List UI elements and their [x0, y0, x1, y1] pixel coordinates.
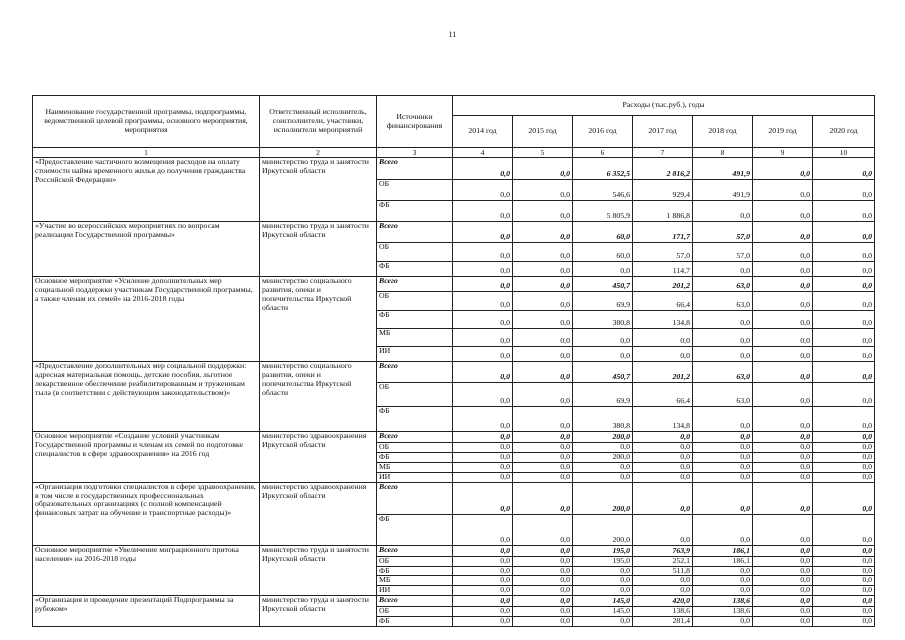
expense-value: 0,0 — [573, 262, 633, 277]
expense-value: 0,0 — [513, 158, 573, 180]
expense-value: 0,0 — [513, 566, 573, 576]
expense-value: 0,0 — [633, 482, 693, 514]
expense-value: 0,0 — [813, 607, 875, 617]
expense-value: 0,0 — [513, 362, 573, 383]
expense-value: 0,0 — [513, 180, 573, 201]
page-number: 11 — [448, 30, 457, 39]
expense-value: 0,0 — [633, 329, 693, 347]
expense-value: 450,7 — [573, 362, 633, 383]
expense-value: 0,0 — [453, 576, 513, 586]
expense-value: 0,0 — [693, 586, 753, 596]
expense-value: 5 805,9 — [573, 201, 633, 222]
expense-value: 0,0 — [753, 462, 813, 472]
expense-value: 0,0 — [513, 576, 573, 586]
expense-value: 0,0 — [813, 292, 875, 311]
expense-value: 252,1 — [633, 556, 693, 566]
expense-value: 0,0 — [813, 556, 875, 566]
expense-value: 0,0 — [513, 222, 573, 243]
expense-value: 0,0 — [633, 576, 693, 586]
expense-value: 0,0 — [693, 576, 753, 586]
column-number: 1 — [33, 148, 260, 158]
funding-source: ФБ — [377, 566, 453, 576]
expense-value: 0,0 — [513, 545, 573, 556]
expense-value: 0,0 — [513, 347, 573, 362]
expense-value: 0,0 — [693, 566, 753, 576]
activity-executor: министерство социального развития, опеки и попечительства Иркутской области — [260, 277, 377, 362]
expense-value: 380,8 — [573, 407, 633, 432]
expense-value: 0,0 — [573, 443, 633, 453]
expense-value: 0,0 — [633, 452, 693, 462]
expense-value: 0,0 — [813, 545, 875, 556]
expense-value: 0,0 — [813, 452, 875, 462]
expense-value: 0,0 — [753, 514, 813, 545]
activity-name: «Организация подготовки специалистов в сфере здравоохранения, в том числе в государственных профессиональных образовательных организациях (с полной компенсацией финансовых затрат на обучение и транспортные расходы)» — [33, 482, 260, 545]
funding-source: Всего — [377, 222, 453, 243]
expense-value: 0,0 — [753, 158, 813, 180]
expense-value: 0,0 — [453, 514, 513, 545]
expense-value: 66,4 — [633, 292, 693, 311]
expense-value: 0,0 — [573, 462, 633, 472]
expense-value: 0,0 — [453, 292, 513, 311]
expense-value: 0,0 — [753, 222, 813, 243]
expense-value: 0,0 — [753, 566, 813, 576]
budget-table — [32, 95, 875, 627]
expense-value: 0,0 — [513, 311, 573, 329]
activity-name: Основное мероприятие «Создание условий участникам Государственной программы и членам их семей по подготовке специалистов в сфере здравоохранения» на 2016 год — [33, 432, 260, 483]
expense-value: 0,0 — [693, 452, 753, 462]
expense-value: 0,0 — [753, 292, 813, 311]
expense-value: 0,0 — [813, 407, 875, 432]
funding-source: Всего — [377, 362, 453, 383]
expense-value: 0,0 — [453, 329, 513, 347]
funding-source: МБ — [377, 329, 453, 347]
expense-value: 138,6 — [633, 607, 693, 617]
funding-source: ФБ — [377, 262, 453, 277]
column-number: 2 — [260, 148, 377, 158]
expense-value: 0,0 — [753, 607, 813, 617]
expense-value: 0,0 — [453, 472, 513, 482]
expense-value: 491,9 — [693, 158, 753, 180]
expense-value: 0,0 — [753, 243, 813, 262]
expense-value: 0,0 — [813, 514, 875, 545]
expense-value: 0,0 — [753, 472, 813, 482]
expense-value: 0,0 — [453, 158, 513, 180]
expense-value: 0,0 — [693, 407, 753, 432]
column-number: 7 — [633, 148, 693, 158]
table-row — [33, 596, 875, 607]
expense-value: 0,0 — [513, 617, 573, 627]
expense-value: 0,0 — [693, 347, 753, 362]
expense-value: 0,0 — [453, 586, 513, 596]
header-year-2: 2016 год — [573, 116, 633, 148]
expense-value: 0,0 — [753, 482, 813, 514]
expense-value: 281,4 — [633, 617, 693, 627]
table-row — [33, 277, 875, 292]
expense-value: 0,0 — [573, 586, 633, 596]
expense-value: 0,0 — [813, 277, 875, 292]
expense-value: 0,0 — [813, 158, 875, 180]
expense-value: 1 886,8 — [633, 201, 693, 222]
funding-source: ОБ — [377, 607, 453, 617]
expense-value: 450,7 — [573, 277, 633, 292]
expense-value: 138,6 — [693, 596, 753, 607]
table-row — [33, 158, 875, 180]
funding-source: Всего — [377, 432, 453, 443]
expense-value: 186,1 — [693, 556, 753, 566]
header-year-0: 2014 год — [453, 116, 513, 148]
activity-executor: министерство социального развития, опеки и попечительства Иркутской области — [260, 362, 377, 432]
expense-value: 0,0 — [453, 347, 513, 362]
expense-value: 0,0 — [693, 329, 753, 347]
expense-value: 0,0 — [753, 407, 813, 432]
expense-value: 0,0 — [453, 432, 513, 443]
expense-value: 0,0 — [633, 432, 693, 443]
column-number: 10 — [813, 148, 875, 158]
funding-source: Всего — [377, 277, 453, 292]
expense-value: 0,0 — [753, 180, 813, 201]
expense-value: 0,0 — [753, 329, 813, 347]
expense-value: 0,0 — [753, 201, 813, 222]
expense-value: 420,0 — [633, 596, 693, 607]
expense-value: 0,0 — [453, 383, 513, 407]
expense-value: 0,0 — [753, 347, 813, 362]
expense-value: 0,0 — [813, 596, 875, 607]
expense-value: 6 352,5 — [573, 158, 633, 180]
expense-value: 0,0 — [453, 566, 513, 576]
funding-source: ИИ — [377, 472, 453, 482]
activity-name: «Предоставление дополнительных мер социальной поддержки: адресная материальная помощь, детские пособия, льготное лекарственное обеспечение реабилитированным и труженикам тыла (в соответствии с действующим законодательством)» — [33, 362, 260, 432]
expense-value: 0,0 — [813, 443, 875, 453]
expense-value: 0,0 — [453, 452, 513, 462]
expense-value: 0,0 — [813, 482, 875, 514]
expense-value: 0,0 — [753, 311, 813, 329]
funding-source: ОБ — [377, 292, 453, 311]
header-year-4: 2018 год — [693, 116, 753, 148]
funding-source: ИИ — [377, 586, 453, 596]
expense-value: 0,0 — [693, 482, 753, 514]
expense-value: 134,8 — [633, 407, 693, 432]
expense-value: 200,0 — [573, 514, 633, 545]
expense-value: 0,0 — [753, 576, 813, 586]
expense-value: 0,0 — [513, 607, 573, 617]
expense-value: 0,0 — [453, 617, 513, 627]
table-row — [33, 432, 875, 443]
expense-value: 0,0 — [753, 586, 813, 596]
expense-value: 0,0 — [513, 514, 573, 545]
expense-value: 201,2 — [633, 362, 693, 383]
column-number: 3 — [377, 148, 453, 158]
funding-source: ФБ — [377, 201, 453, 222]
expense-value: 0,0 — [753, 452, 813, 462]
expense-value: 145,0 — [573, 596, 633, 607]
expense-value: 0,0 — [753, 556, 813, 566]
expense-value: 0,0 — [693, 262, 753, 277]
expense-value: 0,0 — [633, 472, 693, 482]
header-year-6: 2020 год — [813, 116, 875, 148]
funding-source: Всего — [377, 545, 453, 556]
expense-value: 0,0 — [693, 462, 753, 472]
expense-value: 63,0 — [693, 277, 753, 292]
expense-value: 0,0 — [813, 472, 875, 482]
expense-value: 114,7 — [633, 262, 693, 277]
funding-source: ОБ — [377, 180, 453, 201]
activity-executor: министерство труда и занятости Иркутской области — [260, 158, 377, 222]
expense-value: 511,8 — [633, 566, 693, 576]
expense-value: 0,0 — [753, 362, 813, 383]
expense-value: 0,0 — [513, 407, 573, 432]
expense-value: 60,0 — [573, 243, 633, 262]
expense-value: 0,0 — [753, 545, 813, 556]
expense-value: 0,0 — [633, 514, 693, 545]
expense-value: 0,0 — [453, 201, 513, 222]
expense-value: 0,0 — [813, 311, 875, 329]
expense-value: 195,0 — [573, 545, 633, 556]
expense-value: 0,0 — [813, 180, 875, 201]
funding-source: ФБ — [377, 452, 453, 462]
header-executor: Ответственный исполнитель, соисполнители, участники, исполнители мероприятий — [260, 96, 377, 148]
expense-value: 0,0 — [573, 329, 633, 347]
expense-value: 0,0 — [693, 311, 753, 329]
expense-value: 763,9 — [633, 545, 693, 556]
expense-value: 57,0 — [693, 243, 753, 262]
expense-value: 0,0 — [453, 607, 513, 617]
expense-value: 0,0 — [693, 201, 753, 222]
expense-value: 929,4 — [633, 180, 693, 201]
activity-executor: министерство здравоохранения Иркутской области — [260, 432, 377, 483]
funding-source: ФБ — [377, 311, 453, 329]
expense-value: 0,0 — [753, 443, 813, 453]
expense-value: 0,0 — [513, 472, 573, 482]
expense-value: 0,0 — [813, 576, 875, 586]
expense-value: 0,0 — [813, 586, 875, 596]
expense-value: 2 816,2 — [633, 158, 693, 180]
expense-value: 0,0 — [573, 566, 633, 576]
expense-value: 0,0 — [513, 277, 573, 292]
expense-value: 0,0 — [573, 347, 633, 362]
expense-value: 380,8 — [573, 311, 633, 329]
expense-value: 0,0 — [513, 462, 573, 472]
expense-value: 491,9 — [693, 180, 753, 201]
table-row — [33, 362, 875, 383]
expense-value: 60,0 — [573, 222, 633, 243]
expense-value: 0,0 — [813, 362, 875, 383]
expense-value: 63,0 — [693, 292, 753, 311]
column-number: 8 — [693, 148, 753, 158]
column-number: 6 — [573, 148, 633, 158]
expense-value: 0,0 — [693, 617, 753, 627]
header-source: Источники финансирования — [377, 96, 453, 148]
expense-value: 0,0 — [453, 180, 513, 201]
expense-value: 0,0 — [513, 556, 573, 566]
funding-source: ФБ — [377, 617, 453, 627]
expense-value: 201,2 — [633, 277, 693, 292]
expense-value: 0,0 — [753, 596, 813, 607]
expense-value: 0,0 — [453, 222, 513, 243]
expense-value: 0,0 — [513, 201, 573, 222]
activity-name: «Участие во всероссийских мероприятиях по вопросам реализации Государственной программы» — [33, 222, 260, 277]
expense-value: 0,0 — [813, 462, 875, 472]
expense-value: 0,0 — [753, 277, 813, 292]
funding-source: МБ — [377, 462, 453, 472]
activity-name: «Предоставление частичного возмещения расходов на оплату стоимости найма временного жилья до получения гражданства Российской Федерации» — [33, 158, 260, 222]
header-year-3: 2017 год — [633, 116, 693, 148]
expense-value: 0,0 — [813, 243, 875, 262]
expense-value: 0,0 — [753, 432, 813, 443]
expense-value: 69,9 — [573, 292, 633, 311]
funding-source: Всего — [377, 482, 453, 514]
expense-value: 195,0 — [573, 556, 633, 566]
expense-value: 0,0 — [693, 514, 753, 545]
table-row — [33, 545, 875, 556]
expense-value: 0,0 — [453, 362, 513, 383]
expense-value: 63,0 — [693, 362, 753, 383]
expense-value: 0,0 — [813, 566, 875, 576]
funding-source: ОБ — [377, 383, 453, 407]
expense-value: 0,0 — [453, 277, 513, 292]
funding-source: ОБ — [377, 556, 453, 566]
column-number: 5 — [513, 148, 573, 158]
header-expenses: Расходы (тыс.руб.), годы — [453, 96, 875, 116]
header-year-5: 2019 год — [753, 116, 813, 148]
expense-value: 66,4 — [633, 383, 693, 407]
expense-value: 171,7 — [633, 222, 693, 243]
expense-value: 57,0 — [633, 243, 693, 262]
expense-value: 0,0 — [453, 262, 513, 277]
expense-value: 0,0 — [813, 383, 875, 407]
expense-value: 0,0 — [513, 383, 573, 407]
activity-name: Основное мероприятие «Усиление дополнительных мер социальной поддержки участникам Государственной программы, а также членам их семей» на 2016-2018 годы — [33, 277, 260, 362]
expense-value: 0,0 — [513, 432, 573, 443]
funding-source: Всего — [377, 158, 453, 180]
expense-value: 0,0 — [693, 443, 753, 453]
expense-value: 0,0 — [453, 482, 513, 514]
activity-name: «Организация и проведение презентаций Подпрограммы за рубежом» — [33, 596, 260, 627]
expense-value: 57,0 — [693, 222, 753, 243]
expense-value: 0,0 — [453, 556, 513, 566]
expense-value: 134,8 — [633, 311, 693, 329]
expense-value: 0,0 — [753, 617, 813, 627]
activity-name: Основное мероприятие «Увеличение миграционного притока населения» на 2016-2018 годы — [33, 545, 260, 596]
activity-executor: министерство труда и занятости Иркутской области — [260, 222, 377, 277]
activity-executor: министерство труда и занятости Иркутской области — [260, 545, 377, 596]
header-year-1: 2015 год — [513, 116, 573, 148]
expense-value: 69,9 — [573, 383, 633, 407]
expense-value: 0,0 — [513, 243, 573, 262]
expense-value: 0,0 — [693, 432, 753, 443]
expense-value: 0,0 — [513, 262, 573, 277]
funding-source: ОБ — [377, 443, 453, 453]
activity-executor: министерство здравоохранения Иркутской области — [260, 482, 377, 545]
expense-value: 0,0 — [813, 262, 875, 277]
expense-value: 0,0 — [453, 443, 513, 453]
expense-value: 0,0 — [693, 472, 753, 482]
expense-value: 200,0 — [573, 432, 633, 443]
expense-value: 0,0 — [573, 617, 633, 627]
funding-source: ОБ — [377, 243, 453, 262]
expense-value: 0,0 — [633, 586, 693, 596]
expense-value: 0,0 — [453, 462, 513, 472]
expense-value: 186,1 — [693, 545, 753, 556]
activity-executor: министерство труда и занятости Иркутской области — [260, 596, 377, 627]
expense-value: 0,0 — [753, 383, 813, 407]
expense-value: 0,0 — [813, 222, 875, 243]
expense-value: 0,0 — [453, 311, 513, 329]
expense-value: 0,0 — [513, 482, 573, 514]
expense-value: 0,0 — [513, 586, 573, 596]
expense-value: 0,0 — [453, 407, 513, 432]
expense-value: 0,0 — [633, 462, 693, 472]
expense-value: 0,0 — [513, 292, 573, 311]
expense-value: 0,0 — [573, 576, 633, 586]
funding-source: Всего — [377, 596, 453, 607]
funding-source: ФБ — [377, 407, 453, 432]
expense-value: 145,0 — [573, 607, 633, 617]
table-row — [33, 482, 875, 514]
expense-value: 0,0 — [813, 347, 875, 362]
expense-value: 0,0 — [633, 443, 693, 453]
expense-value: 138,6 — [693, 607, 753, 617]
expense-value: 0,0 — [513, 443, 573, 453]
expense-value: 0,0 — [813, 617, 875, 627]
expense-value: 63,0 — [693, 383, 753, 407]
expense-value: 200,0 — [573, 452, 633, 462]
expense-value: 0,0 — [513, 452, 573, 462]
table-row — [33, 222, 875, 243]
expense-value: 546,6 — [573, 180, 633, 201]
header-name: Наименование государственной программы, подпрограммы, ведомственной целевой программы, основного мероприятия, мероприятия — [33, 96, 260, 148]
expense-value: 0,0 — [513, 329, 573, 347]
expense-value: 0,0 — [453, 545, 513, 556]
expense-value: 0,0 — [813, 432, 875, 443]
expense-value: 0,0 — [453, 596, 513, 607]
expense-value: 0,0 — [753, 262, 813, 277]
expense-value: 0,0 — [813, 329, 875, 347]
expense-value: 0,0 — [813, 201, 875, 222]
funding-source: ФБ — [377, 514, 453, 545]
column-number: 9 — [753, 148, 813, 158]
column-number: 4 — [453, 148, 513, 158]
funding-source: МБ — [377, 576, 453, 586]
expense-value: 200,0 — [573, 482, 633, 514]
expense-value: 0,0 — [573, 472, 633, 482]
funding-source: ИИ — [377, 347, 453, 362]
expense-value: 0,0 — [453, 243, 513, 262]
expense-value: 0,0 — [513, 596, 573, 607]
expense-value: 0,0 — [633, 347, 693, 362]
